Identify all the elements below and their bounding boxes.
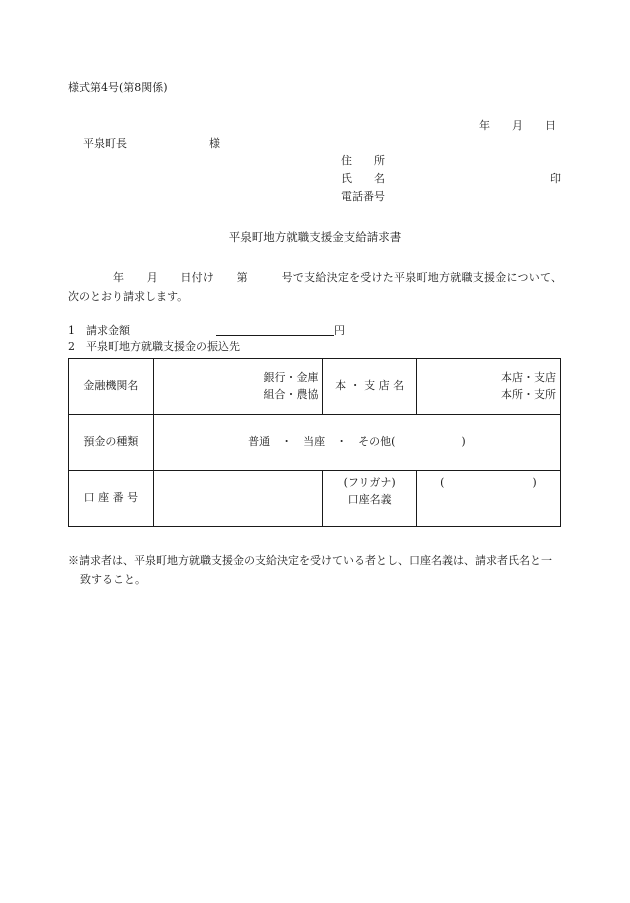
branch-types-cell <box>416 359 560 415</box>
yen-unit: 円 <box>334 324 345 337</box>
transfer-destination-label: 2 平泉町地方就職支援金の振込先 <box>68 340 240 353</box>
request-body-text: 年 月 日付け 第 号で支給決定を受けた平泉町地方就職支援金について、次のとおり請求します。 <box>68 271 562 304</box>
account-holder-label-cell <box>323 471 416 527</box>
table-row-account <box>69 471 561 527</box>
amount-blank-line <box>216 323 334 336</box>
table-row-institution <box>69 359 561 415</box>
furigana-parens: ( ) <box>440 476 537 489</box>
phone-row <box>341 191 561 209</box>
footnote: ※請求者は、平泉町地方就職支援金の支給決定を受けている者とし、口座名義は、請求者氏名と一致すること。 <box>68 554 552 587</box>
institution-label: 金融機関名 <box>69 359 154 415</box>
honorific: 様 <box>209 137 220 150</box>
name-row <box>341 173 561 191</box>
institution-types-line1: 銀行・金庫 <box>263 371 319 384</box>
document-title: 平泉町地方就職支援金支給請求書 <box>228 230 402 244</box>
table-row-deposit-type <box>69 415 561 471</box>
phone-label: 電話番号 <box>341 190 385 203</box>
bank-transfer-table <box>68 358 561 527</box>
branch-types-line1: 本店・支店 <box>501 371 556 384</box>
branch-types-line2: 本所・支所 <box>501 387 556 401</box>
institution-types-line2: 組合・農協 <box>263 387 319 401</box>
account-number-label: 口 座 番 号 <box>69 471 154 527</box>
deposit-type-options: 普通 ・ 当座 ・ その他( ) <box>153 415 560 471</box>
address-row <box>341 155 561 173</box>
request-amount-label: 1 請求金額 <box>68 324 130 337</box>
addressee <box>83 137 220 150</box>
address-label: 住 所 <box>341 154 385 167</box>
addressee-name: 平泉町長 <box>83 137 127 150</box>
account-holder-label: 口座名義 <box>347 492 392 506</box>
request-amount-item <box>68 323 345 336</box>
applicant-block <box>341 155 561 209</box>
deposit-type-label: 預金の種類 <box>69 415 154 471</box>
form-number: 様式第4号(第8関係) <box>68 81 168 94</box>
seal-mark: 印 <box>550 172 561 185</box>
account-number-value <box>153 471 323 527</box>
institution-types-cell <box>153 359 323 415</box>
account-holder-value <box>416 471 560 527</box>
date-line: 年 月 日 <box>479 119 556 132</box>
furigana-label: (フリガナ) <box>343 476 396 489</box>
branch-label: 本 ・ 支 店 名 <box>323 359 416 415</box>
name-label: 氏 名 <box>341 172 385 185</box>
